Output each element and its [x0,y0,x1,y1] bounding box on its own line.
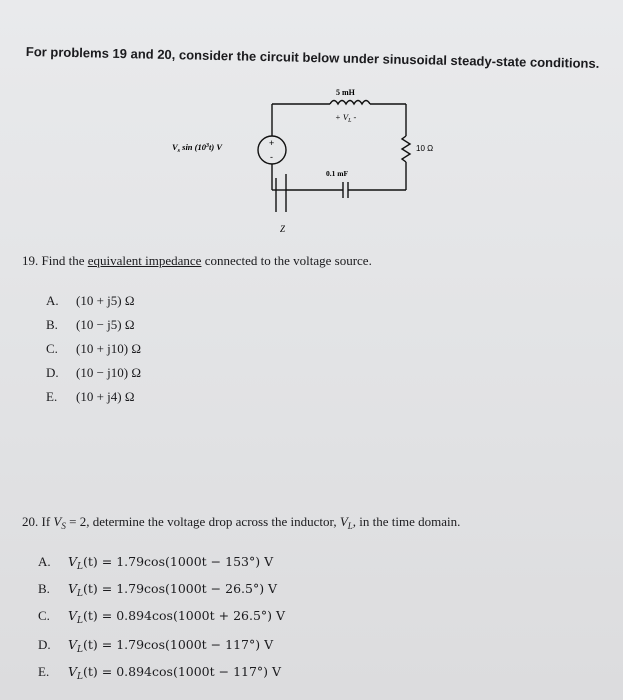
choice-value: $V_L(t) = 1.79\cos(1000t - 26.5^\circ)$ V [68,581,278,599]
choice-letter: E. [38,664,50,679]
choice-value: (10 + j10) Ω [76,341,142,356]
source-label: $V_s$ $\sin (10^3t)$ V [172,142,222,154]
q20-text-end: , in the time domain. [352,514,461,529]
q20-choice-b[interactable] [38,581,277,599]
choice-value: $V_L(t) = 1.79\cos(1000t - 117^\circ)$ V [68,637,274,655]
q19-choice-d[interactable] [46,365,141,381]
source-plus: + [269,138,275,148]
q20-title [22,514,460,531]
q19-choice-b[interactable] [46,317,135,333]
q20-vl-var: V [339,514,348,529]
z-label: Z [280,224,286,234]
q19-number: 19. [22,253,39,268]
q20-text-mid: = 2, determine the voltage drop across the inductor, [65,514,340,529]
choice-value: (10 + j4) Ω [76,389,135,404]
q19-choice-c[interactable] [46,341,141,357]
choice-letter: C. [46,341,58,356]
choice-letter: D. [38,637,51,652]
q19-text-underlined: equivalent impedance [87,253,202,268]
capacitor-label: 0.1 mF [326,169,349,178]
q20-text-if: If [41,514,54,529]
q20-choice-a[interactable] [38,554,273,572]
q20-vl-sub: L [347,521,353,531]
q20-vs-var: V [53,514,62,529]
inductor-label: 5 mH [336,88,355,97]
choice-value: (10 − j10) Ω [76,365,142,380]
choice-letter: B. [38,581,50,596]
q20-choice-e[interactable] [38,664,281,682]
resistor-label: 10 Ω [416,144,434,153]
choice-value: (10 − j5) Ω [76,317,135,332]
q20-vs-sub: S [61,521,66,531]
choice-letter: A. [38,554,51,569]
choice-value: $V_L(t) = 0.894\cos(1000t + 26.5^\circ)$ V [68,608,286,626]
choice-value: (10 + j5) Ω [76,293,135,308]
choice-letter: C. [38,608,50,623]
intro-text: For problems 19 and 20, consider the circuit below under sinusoidal steady-state conditions. [25,44,600,72]
q19-choice-e[interactable] [46,389,135,405]
source-minus: - [270,152,273,162]
choice-letter: A. [46,293,59,308]
circuit-diagram [150,84,450,244]
choice-value: $V_L(t) = 0.894\cos(1000t - 117^\circ)$ V [68,664,282,682]
q19-choice-a[interactable] [46,293,135,309]
q19-text-before: Find the [41,253,88,268]
choice-letter: E. [46,389,58,404]
q20-number: 20. [22,514,39,529]
choice-value: $V_L(t) = 1.79\cos(1000t - 153^\circ)$ V [68,554,274,572]
choice-letter: B. [46,317,58,332]
q19-title [22,253,372,269]
q20-choice-c[interactable] [38,608,285,626]
choice-letter: D. [46,365,59,380]
q19-text-after: connected to the voltage source. [201,253,372,268]
inductor-voltage-label: + $V_L$ - [335,112,357,124]
q20-choice-d[interactable] [38,637,273,655]
